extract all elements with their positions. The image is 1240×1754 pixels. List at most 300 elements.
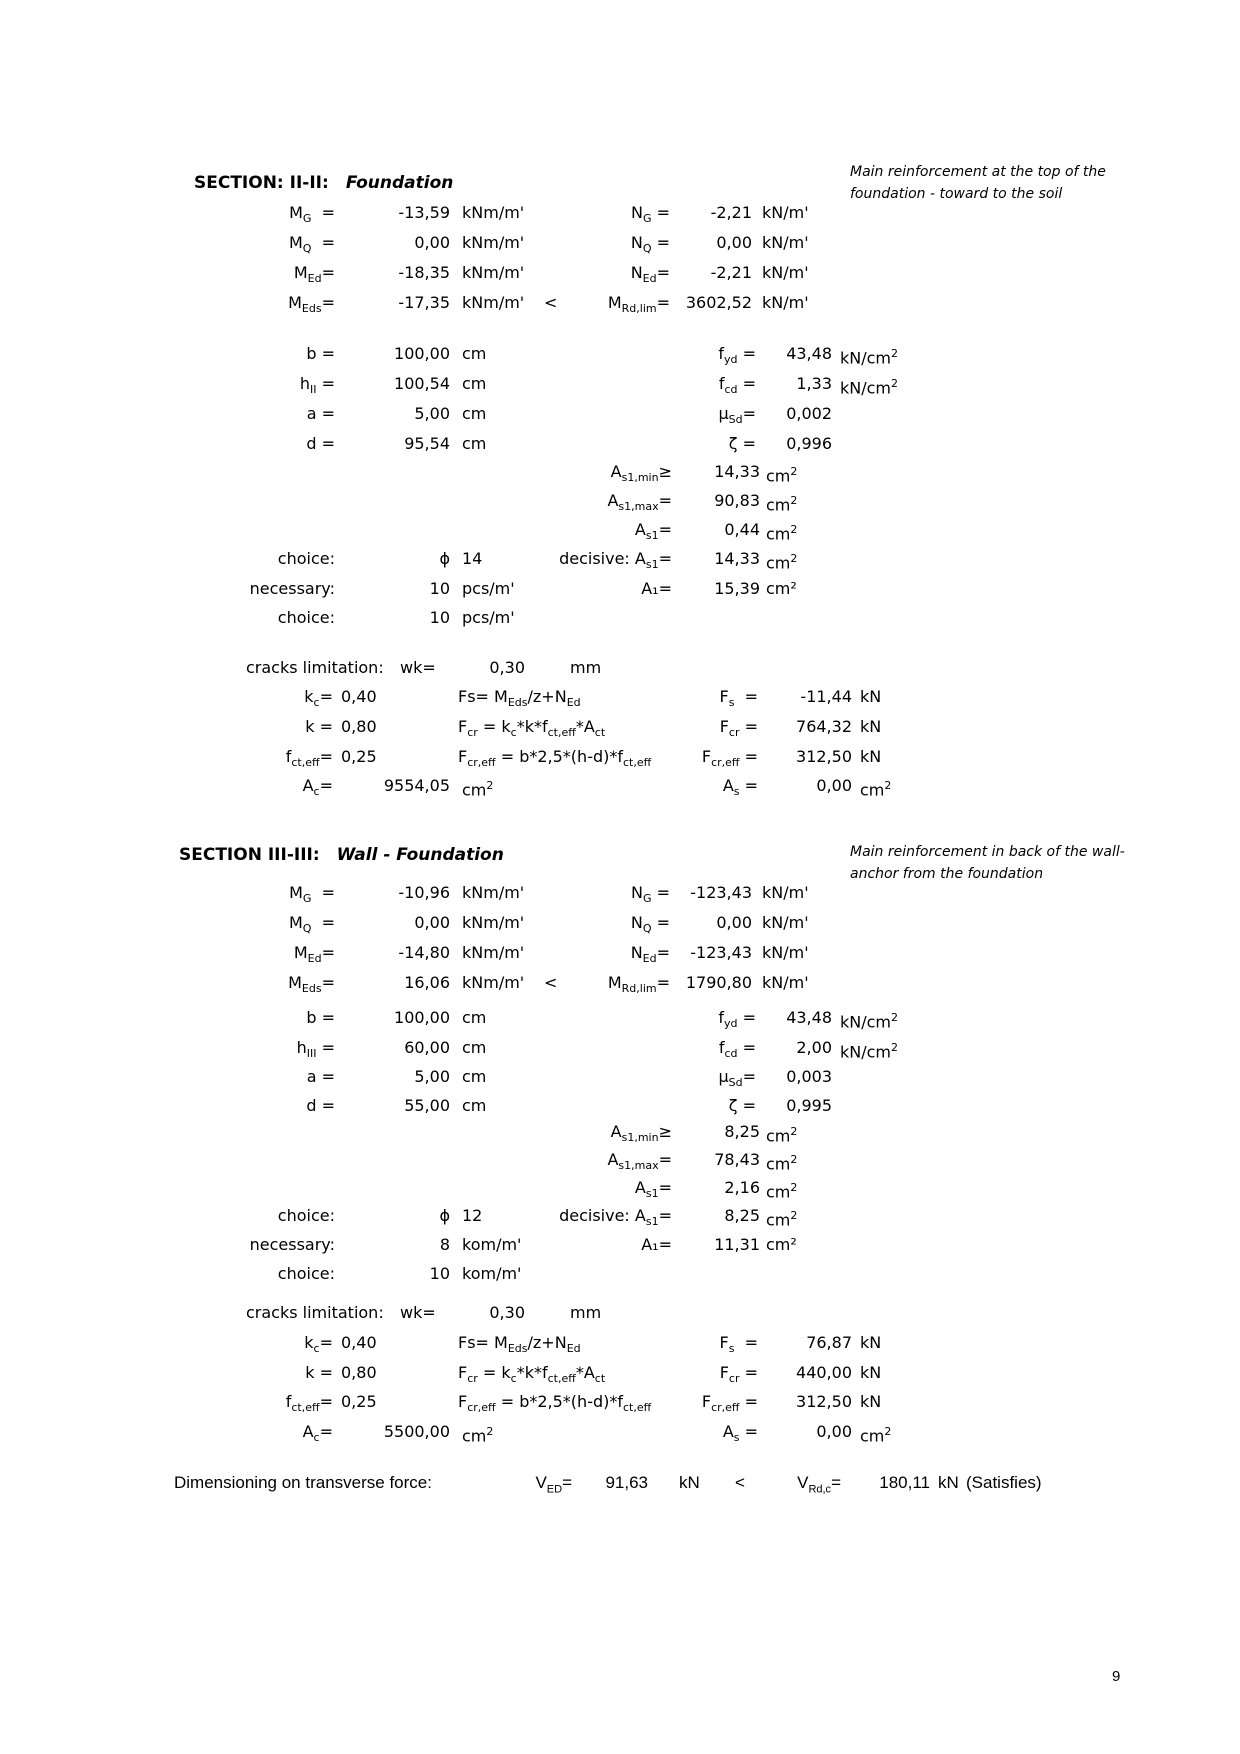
s3-f1-d: Ed (566, 1342, 581, 1356)
s2-fcd-base: f (718, 374, 725, 393)
s2-necessary-value: 10 (429, 579, 450, 598)
s2-as1-eq: = (658, 520, 672, 539)
s3-decisive-eq: = (658, 1206, 672, 1225)
s2-ned-base: N (630, 263, 643, 282)
s2-b-value: 100,00 (394, 344, 450, 363)
s3-f1-a: Fs= M (458, 1333, 508, 1352)
s2-fcreff-value: 312,50 (796, 747, 852, 766)
row-s2-cracks (0, 653, 1240, 683)
row-s2-k-fcr (0, 712, 1240, 742)
s3-as-eq: = (739, 1422, 758, 1441)
s2-mg-base: M (289, 203, 303, 222)
s2-fcd-sub: cd (724, 383, 738, 397)
s3-mrd-unit: kN/m' (762, 973, 809, 992)
s2-as1-value: 0,44 (724, 520, 760, 539)
s2-decisive-unit-base: cm (766, 553, 791, 573)
row-s3-asmin (0, 1117, 1240, 1147)
s2-ng-unit: kN/m' (762, 203, 809, 222)
s3-fct-base: f (285, 1392, 292, 1411)
row-s2-h-fcd (0, 369, 1240, 399)
row-s2-choice2 (0, 603, 1240, 633)
s3-fcd-base: f (718, 1038, 725, 1057)
s2-mq-value: 0,00 (414, 233, 450, 252)
s3-f2-a: F (458, 1363, 468, 1382)
s2-ac-unit-sup: 2 (486, 779, 494, 792)
s2-as-eq: = (739, 776, 758, 795)
s2-decisive-unit-sup: 2 (790, 552, 798, 565)
s2-as-unit-sup: 2 (884, 779, 892, 792)
s2-fcd-unit-base: kN/cm (840, 378, 892, 398)
s2-f1-c: /z+N (527, 687, 567, 706)
vrdc-sub: Rd,c (808, 1483, 832, 1496)
s3-fcr-eq: = (739, 1363, 758, 1382)
s2-as-value: 0,00 (816, 776, 852, 795)
s2-a1-value: 15,39 (714, 579, 760, 598)
s2-asmin-sub: s1,min (621, 471, 659, 485)
s3-musd-base: μ (718, 1067, 729, 1086)
s3-med-sub: Ed (307, 952, 322, 966)
s2-fcd-value: 1,33 (796, 374, 832, 393)
s3-mg-base: M (289, 883, 303, 902)
page-number: 9 (1112, 1668, 1121, 1685)
s2-d-unit: cm (462, 434, 487, 453)
s2-f1-a: Fs= M (458, 687, 508, 706)
row-s3-cracks (0, 1298, 1240, 1328)
s2-f2-e: *k*f (516, 717, 548, 736)
row-s2-b-fyd (0, 339, 1240, 369)
s3-mrd-value: 1790,80 (685, 973, 752, 992)
s3-asmax-base: A (607, 1150, 619, 1169)
s3-choice1-diameter: 12 (462, 1206, 483, 1225)
s2-necessary-label: necessary: (249, 579, 335, 598)
row-s3-necessary-a1 (0, 1230, 1240, 1260)
row-s3-b-fyd (0, 1003, 1240, 1033)
s2-fcreff-sub: cr,eff (711, 756, 740, 770)
s3-choice2-unit: kom/m' (462, 1264, 522, 1283)
s3-fs-base: F (719, 1333, 729, 1352)
s2-fyd-unit-base: kN/cm (840, 348, 892, 368)
s2-choice1-label: choice: (277, 549, 335, 568)
s2-fs-value: -11,44 (800, 687, 852, 706)
s3-asmax-eq: = (658, 1150, 672, 1169)
row-s2-mq-nq (0, 228, 1240, 258)
s2-asmin-value: 14,33 (714, 462, 760, 481)
s3-asmin-value: 8,25 (724, 1122, 760, 1141)
s3-f2-g: *A (575, 1363, 595, 1382)
s3-ned-sub: Ed (642, 952, 657, 966)
s3-k-eq: = (314, 1363, 333, 1382)
s2-meds-base: M (288, 293, 302, 312)
s3-as-unit-sup: 2 (884, 1425, 892, 1438)
s3-fcr-value: 440,00 (796, 1363, 852, 1382)
s2-fs-base: F (719, 687, 729, 706)
s3-h-value: 60,00 (404, 1038, 450, 1057)
s3-necessary-unit: kom/m' (462, 1235, 522, 1254)
s2-f3-d: ct,eff (623, 756, 652, 770)
s2-fcr-unit: kN (860, 717, 882, 736)
section-ii-note-line1: Main reinforcement at the top of the (850, 164, 1106, 180)
s2-k-eq: = (314, 717, 333, 736)
s2-asmin-unit-sup: 2 (790, 465, 798, 478)
s2-f2-h: ct (594, 726, 606, 740)
s3-d-eq: = (316, 1096, 335, 1115)
s2-fyd-base: f (718, 344, 724, 363)
s2-d-value: 95,54 (404, 434, 450, 453)
s2-ac-sub: c (313, 785, 320, 799)
ved-base: V (535, 1473, 547, 1492)
s2-fct-value: 0,25 (341, 747, 377, 766)
s3-fyd-sub: yd (724, 1017, 738, 1031)
s2-mg-unit: kNm/m' (462, 203, 525, 222)
s2-asmin-unit-base: cm (766, 466, 791, 486)
s3-necessary-value: 8 (439, 1235, 450, 1254)
s2-fcr-base: F (719, 717, 729, 736)
s3-fct-eq: = (319, 1392, 333, 1411)
transverse-force-label: Dimensioning on transverse force: (174, 1473, 432, 1492)
s3-as-unit (860, 1417, 891, 1451)
s3-a-value: 5,00 (414, 1067, 450, 1086)
s3-ac-base: A (302, 1422, 314, 1441)
s2-kc-value: 0,40 (341, 687, 377, 706)
s2-necessary-unit: pcs/m' (462, 579, 515, 598)
s3-fcreff-eq: = (739, 1392, 758, 1411)
s3-b-eq: = (316, 1008, 335, 1027)
s3-asmax-unit-base: cm (766, 1154, 791, 1174)
s2-as-unit (860, 771, 891, 805)
s3-meds-sub: Eds (301, 982, 322, 996)
row-s3-choice-decisive (0, 1201, 1240, 1231)
s2-mrd-unit: kN/m' (762, 293, 809, 312)
s2-nq-unit: kN/m' (762, 233, 809, 252)
s2-fyd-sub: yd (724, 353, 738, 367)
row-s3-as1 (0, 1173, 1240, 1203)
s2-nq-sub: Q (642, 242, 652, 256)
s3-h-base: h (296, 1038, 307, 1057)
s2-less-than-sign: < (544, 293, 558, 312)
s2-musd-base: μ (718, 404, 729, 423)
s3-b-base: b (306, 1008, 317, 1027)
s2-as-sub: s (733, 785, 740, 799)
s2-musd-value: 0,002 (786, 404, 832, 423)
s3-as-sub: s (733, 1431, 740, 1445)
s2-ned-eq: = (656, 263, 670, 282)
row-s3-fct-fcreff (0, 1387, 1240, 1417)
s3-nq-eq: = (651, 913, 670, 932)
s2-as1-sub: s1 (645, 529, 659, 543)
s2-decisive-value: 14,33 (714, 549, 760, 568)
row-s2-med-ned (0, 258, 1240, 288)
s2-a-value: 5,00 (414, 404, 450, 423)
s2-mrd-sub: Rd,lim (621, 302, 657, 316)
s3-med-base: M (293, 943, 308, 962)
s3-asmin-eq: ≥ (658, 1122, 672, 1141)
s3-as1-eq: = (658, 1178, 672, 1197)
row-s2-meds-mrd (0, 288, 1240, 318)
s2-ng-base: N (631, 203, 643, 222)
s3-ac-unit (462, 1417, 493, 1451)
s2-f3-b: cr,eff (467, 756, 496, 770)
s3-asmin-base: A (610, 1122, 622, 1141)
row-s3-a-musd (0, 1062, 1240, 1092)
s3-med-unit: kNm/m' (462, 943, 525, 962)
s2-mg-sub: G (302, 212, 312, 226)
s3-fcreff-value: 312,50 (796, 1392, 852, 1411)
s2-kc-sub: c (313, 696, 320, 710)
s3-fct-sub: ct,eff (291, 1401, 320, 1415)
s3-ned-value: -123,43 (690, 943, 752, 962)
s2-ac-base: A (302, 776, 314, 795)
s2-zeta-eq: = (737, 434, 756, 453)
s3-med-eq: = (321, 943, 335, 962)
s3-ned-unit: kN/m' (762, 943, 809, 962)
s3-fyd-unit-sup: 2 (891, 1011, 899, 1024)
s2-fct-eq: = (319, 747, 333, 766)
s3-fcr-sub: cr (728, 1372, 740, 1386)
s3-fcreff-base: F (701, 1392, 712, 1411)
s2-asmax-base: A (607, 491, 619, 510)
s2-f2-c: = k (477, 717, 511, 736)
s3-mg-unit: kNm/m' (462, 883, 525, 902)
s3-k-base: k (305, 1363, 315, 1382)
s2-fcr-eq: = (739, 717, 758, 736)
s2-asmax-unit-base: cm (766, 495, 791, 515)
s2-meds-value: -17,35 (398, 293, 450, 312)
s2-fs-unit: kN (860, 687, 882, 706)
s3-mg-value: -10,96 (398, 883, 450, 902)
ved-unit: kN (679, 1473, 700, 1492)
s3-fcreff-unit: kN (860, 1392, 882, 1411)
s2-mrd-base: M (607, 293, 622, 312)
s3-as1-unit-base: cm (766, 1182, 791, 1202)
s3-a-eq: = (316, 1067, 335, 1086)
section-iii-header (179, 840, 504, 870)
s3-as-base: A (722, 1422, 734, 1441)
s2-meds-unit: kNm/m' (462, 293, 525, 312)
s2-asmax-unit-sup: 2 (790, 494, 798, 507)
s3-f2-h: ct (594, 1372, 606, 1386)
s3-asmax-sub: s1,max (618, 1159, 659, 1173)
ved-label (480, 1468, 572, 1504)
s2-f2-f: ct,eff (547, 726, 576, 740)
s3-as-value: 0,00 (816, 1422, 852, 1441)
s3-a-unit: cm (462, 1067, 487, 1086)
s2-fct-sub: ct,eff (291, 756, 320, 770)
s2-as-unit-base: cm (860, 780, 885, 800)
s3-fcreff-sub: cr,eff (711, 1401, 740, 1415)
s3-k-value: 0,80 (341, 1363, 377, 1382)
s3-decisive-base: decisive: A (559, 1206, 646, 1225)
s3-h-sub: III (306, 1047, 317, 1061)
s3-mg-sub: G (302, 892, 312, 906)
s2-choice2-unit: pcs/m' (462, 608, 515, 627)
s2-f2-b: cr (467, 726, 478, 740)
s2-h-sub: II (310, 383, 317, 397)
s2-mg-value: -13,59 (398, 203, 450, 222)
s2-mq-base: M (288, 233, 303, 252)
s2-choice1-phi: ϕ (439, 549, 450, 568)
s2-fyd-unit-sup: 2 (891, 347, 899, 360)
s3-ac-eq: = (319, 1422, 333, 1441)
s3-f2-c: = k (477, 1363, 511, 1382)
s2-fyd-value: 43,48 (786, 344, 832, 363)
s2-fct-base: f (285, 747, 292, 766)
section-ii-subtitle: Foundation (345, 173, 454, 193)
s2-med-unit: kNm/m' (462, 263, 525, 282)
s3-ac-label (190, 1417, 333, 1453)
s2-asmax-eq: = (658, 491, 672, 510)
s2-nq-base: N (630, 233, 643, 252)
s3-fcd-eq: = (737, 1038, 756, 1057)
s2-f2-a: F (458, 717, 468, 736)
s2-zeta-value: 0,996 (786, 434, 832, 453)
s3-musd-value: 0,003 (786, 1067, 832, 1086)
s3-fyd-value: 43,48 (786, 1008, 832, 1027)
s3-mq-base: M (288, 913, 303, 932)
s2-f1-b: Eds (507, 696, 528, 710)
s3-meds-unit: kNm/m' (462, 973, 525, 992)
s3-fyd-eq: = (737, 1008, 756, 1027)
s3-asmin-unit-sup: 2 (790, 1125, 798, 1138)
s3-ng-value: -123,43 (690, 883, 752, 902)
s2-d-base: d (306, 434, 317, 453)
s3-fcd-unit-sup: 2 (891, 1041, 899, 1054)
s3-fcd-unit-base: kN/cm (840, 1042, 892, 1062)
row-s3-ac-as (0, 1417, 1240, 1447)
s3-mrd-sub: Rd,lim (621, 982, 657, 996)
s2-ng-eq: = (651, 203, 670, 222)
s2-meds-sub: Eds (301, 302, 322, 316)
s3-zeta-base: ζ (728, 1096, 738, 1115)
row-s2-asmin (0, 457, 1240, 487)
s2-h-base: h (299, 374, 310, 393)
s3-ac-value: 5500,00 (383, 1422, 450, 1441)
s2-as1-unit-base: cm (766, 524, 791, 544)
s3-musd-sub: Sd (728, 1076, 743, 1090)
s3-fs-eq: = (734, 1333, 758, 1352)
s3-f3-b: cr,eff (467, 1401, 496, 1415)
s3-as-unit-base: cm (860, 1426, 885, 1446)
s2-nq-eq: = (651, 233, 670, 252)
s2-fs-eq: = (734, 687, 758, 706)
s3-nq-value: 0,00 (716, 913, 752, 932)
s2-a-base: a (306, 404, 317, 423)
row-s2-mg-ng (0, 198, 1240, 228)
ved-sub: ED (546, 1483, 563, 1496)
s2-f3-c: = b*2,5*(h-d)*f (495, 747, 623, 766)
s2-k-value: 0,80 (341, 717, 377, 736)
s2-a-unit: cm (462, 404, 487, 423)
s2-b-base: b (306, 344, 317, 363)
s2-musd-sub: Sd (728, 413, 743, 427)
ved-value: 91,63 (605, 1473, 648, 1492)
s3-d-value: 55,00 (404, 1096, 450, 1115)
s3-zeta-eq: = (737, 1096, 756, 1115)
s2-k-base: k (305, 717, 315, 736)
s3-zeta-value: 0,995 (786, 1096, 832, 1115)
s3-kc-value: 0,40 (341, 1333, 377, 1352)
s3-mq-sub: Q (302, 922, 312, 936)
s2-meds-eq: = (321, 293, 335, 312)
s3-decisive-unit-base: cm (766, 1210, 791, 1230)
s2-ned-value: -2,21 (710, 263, 752, 282)
s3-meds-base: M (288, 973, 302, 992)
s3-musd-eq: = (742, 1067, 756, 1086)
s2-ng-sub: G (642, 212, 652, 226)
s3-b-value: 100,00 (394, 1008, 450, 1027)
s3-as1-base: A (634, 1178, 646, 1197)
s3-meds-label (170, 968, 335, 1004)
s2-ac-value: 9554,05 (383, 776, 450, 795)
s2-fs-sub: s (728, 696, 735, 710)
s3-f2-d: c (510, 1372, 517, 1386)
s3-a1-unit: cm² (766, 1235, 797, 1254)
vrdc-unit: kN (938, 1473, 959, 1492)
s2-f2-g: *A (575, 717, 595, 736)
s3-mg-eq: = (311, 883, 335, 902)
s2-asmax-sub: s1,max (618, 500, 659, 514)
s3-as1-sub: s1 (645, 1187, 659, 1201)
s2-med-eq: = (321, 263, 335, 282)
s2-mrd-value: 3602,52 (685, 293, 752, 312)
row-transverse-force (0, 1468, 1240, 1498)
s3-as1-unit-sup: 2 (790, 1181, 798, 1194)
row-s2-necessary-a1 (0, 574, 1240, 604)
s2-f1-d: Ed (566, 696, 581, 710)
s2-med-value: -18,35 (398, 263, 450, 282)
s2-cracks-label: cracks limitation: (246, 658, 384, 677)
vrdc-base: V (797, 1473, 809, 1492)
s3-fyd-unit-base: kN/cm (840, 1012, 892, 1032)
s2-kc-base: k (304, 687, 314, 706)
s2-ng-value: -2,21 (710, 203, 752, 222)
s3-fct-value: 0,25 (341, 1392, 377, 1411)
s3-ac-unit-base: cm (462, 1426, 487, 1446)
row-s3-mq-nq (0, 908, 1240, 938)
section-ii-header (194, 168, 453, 198)
s2-mg-eq: = (311, 203, 335, 222)
row-s2-d-zeta (0, 429, 1240, 459)
s2-ac-unit-base: cm (462, 780, 487, 800)
row-s2-asmax (0, 486, 1240, 516)
row-s3-med-ned (0, 938, 1240, 968)
s2-fcreff-eq: = (739, 747, 758, 766)
s3-b-unit: cm (462, 1008, 487, 1027)
s2-f2-d: c (510, 726, 517, 740)
s2-a1-unit: cm² (766, 579, 797, 598)
s3-fs-value: 76,87 (806, 1333, 852, 1352)
s3-f3-a: F (458, 1392, 468, 1411)
s3-decisive-value: 8,25 (724, 1206, 760, 1225)
row-s2-ac-as (0, 771, 1240, 801)
vrdc-eq: = (831, 1473, 841, 1492)
s3-f2-e: *k*f (516, 1363, 548, 1382)
s2-ac-eq: = (319, 776, 333, 795)
s3-mq-eq: = (311, 913, 335, 932)
s3-choice2-label: choice: (277, 1264, 335, 1283)
row-s3-meds-mrd (0, 968, 1240, 998)
section-iii-note-line2: anchor from the foundation (850, 866, 1044, 882)
s2-decisive-eq: = (658, 549, 672, 568)
s2-med-base: M (293, 263, 308, 282)
s3-ng-eq: = (651, 883, 670, 902)
s3-h-unit: cm (462, 1038, 487, 1057)
s2-as1-base: A (634, 520, 646, 539)
s2-choice2-label: choice: (277, 608, 335, 627)
s2-asmax-value: 90,83 (714, 491, 760, 510)
s3-meds-eq: = (321, 973, 335, 992)
s2-fcreff-base: F (701, 747, 712, 766)
section-ii-title: SECTION: II-II: (194, 173, 329, 193)
